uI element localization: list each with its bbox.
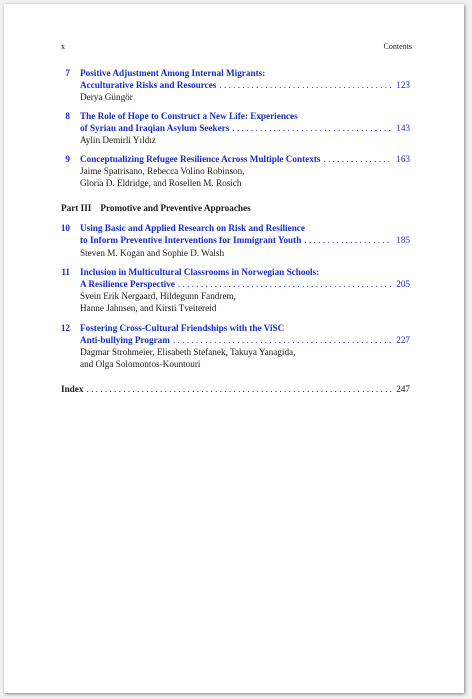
- index-page-number: 247: [396, 384, 410, 394]
- chapter-number: 11: [61, 267, 70, 277]
- part-label: Part III: [61, 203, 92, 213]
- page-number-link[interactable]: 227: [396, 335, 410, 345]
- chapter-authors: Jaime Spatrisano, Rebecca Volino Robinson,: [80, 166, 245, 176]
- chapter-title-link[interactable]: Conceptualizing Refugee Resilience Across Multiple Contexts: [80, 154, 321, 164]
- dot-leader: [219, 80, 392, 90]
- chapter-title-link[interactable]: Using Basic and Applied Research on Risk and Resilience: [80, 223, 305, 233]
- chapter-title-link[interactable]: Positive Adjustment Among Internal Migrants:: [80, 68, 266, 78]
- chapter-title-link[interactable]: Acculturative Risks and Resources: [80, 80, 217, 90]
- running-header-page-numeral: x: [61, 42, 65, 51]
- chapter-number: 7: [65, 68, 70, 78]
- chapter-number: 9: [65, 154, 70, 164]
- page-number-link[interactable]: 185: [396, 235, 410, 245]
- chapter-title-link[interactable]: A Resilience Perspective: [80, 279, 175, 289]
- chapter-title-link[interactable]: of Syrian and Iraqian Asylum Seekers: [80, 123, 230, 133]
- dot-leader: [232, 123, 392, 133]
- chapter-authors: Derya Güngör: [80, 92, 133, 102]
- page-number-link[interactable]: 143: [396, 123, 410, 133]
- chapter-authors: Hanne Jahnsen, and Kirsti Tveitereid: [80, 303, 217, 313]
- page-number-link[interactable]: 123: [396, 80, 410, 90]
- dot-leader: [304, 235, 392, 245]
- chapter-authors: and Olga Solomontos-Kountouri: [80, 359, 201, 369]
- toc-entry-line[interactable]: [80, 235, 410, 245]
- chapter-title-link[interactable]: Fostering Cross-Cultural Friendships with the ViSC: [80, 323, 285, 333]
- part-heading: [61, 203, 251, 213]
- toc-entry-line[interactable]: [80, 123, 410, 133]
- toc-entry-line[interactable]: [80, 80, 410, 90]
- toc-entry-line[interactable]: [80, 335, 410, 345]
- chapter-title-link[interactable]: to Inform Preventive Interventions for Immigrant Youth: [80, 235, 302, 245]
- chapter-title-link[interactable]: The Role of Hope to Construct a New Life: Experiences: [80, 111, 298, 121]
- dot-leader: [173, 335, 392, 345]
- document-page: [4, 4, 464, 693]
- running-header-section: Contents: [383, 42, 412, 51]
- chapter-number: 12: [60, 323, 70, 333]
- toc-entry-line[interactable]: [80, 154, 410, 164]
- toc-entry-line[interactable]: [80, 279, 410, 289]
- dot-leader: [323, 154, 392, 164]
- dot-leader: [178, 279, 392, 289]
- dot-leader: [86, 384, 392, 394]
- chapter-authors: Dagmar Strohmeier, Elisabeth Stefanek, Takuya Yanagida,: [80, 347, 296, 357]
- chapter-title-link[interactable]: Inclusion in Multicultural Classrooms in Norwegian Schools:: [80, 267, 320, 277]
- chapter-title-link[interactable]: Anti-bullying Program: [80, 335, 170, 345]
- part-title: Promotive and Preventive Approaches: [100, 203, 251, 213]
- chapter-authors: Gloria D. Eldridge, and Rosellen M. Rosich: [80, 178, 242, 188]
- chapter-number: 8: [65, 111, 70, 121]
- chapter-authors: Aylin Demirli Yıldız: [80, 135, 156, 145]
- toc-index-line[interactable]: [61, 384, 410, 394]
- chapter-authors: Svein Erik Nergaard, Hildegunn Fandrem,: [80, 291, 236, 301]
- page-number-link[interactable]: 163: [396, 154, 410, 164]
- chapter-authors: Steven M. Kogan and Sophie D. Walsh: [80, 248, 225, 258]
- chapter-number: 10: [60, 223, 70, 233]
- page-number-link[interactable]: 205: [396, 279, 410, 289]
- index-label: Index: [61, 384, 84, 394]
